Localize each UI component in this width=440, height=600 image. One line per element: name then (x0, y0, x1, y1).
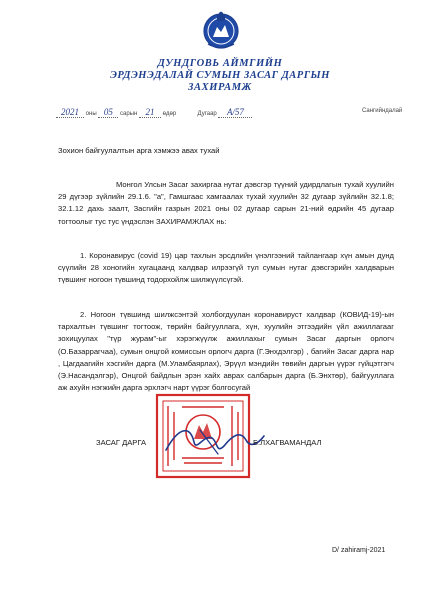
place-name: Сангийндалай (362, 108, 403, 114)
state-emblem-icon (202, 10, 240, 50)
document-subject: Зохион байгуулалтын арга хэмжээ авах тухай (58, 146, 220, 155)
date-year-suffix: оны (85, 111, 97, 117)
date-day: 21 (139, 107, 161, 118)
signatory-title: ЗАСАГ ДАРГА (96, 438, 147, 447)
document-number: А/57 (218, 107, 252, 118)
signatory-name: Б.ЛХАГВАМАНДАЛ (253, 438, 322, 447)
paragraph-preamble: Монгол Улсын Засаг захиргаа нутаг дэвсгэр түүний удирдлагын тухай хуулийн 29 дүгээр зүйлийн 29.1.6. "а", Гамшгаас хамгаалах тухай хуулийн 32 дугаар зүйлийн 32.1.8; 32.1.12 дахь заалт, Засгийн газрын 2021 оны 02 дугаар сарын 21-ний өдрийн 45 дугаар тогтоолыг тус тус үндэслэн ЗАХИРАМЖЛАХ нь: (58, 180, 394, 226)
number-label: Дугаар (197, 111, 217, 117)
paragraph-item-2: 2. Ногоон түвшинд шилжсэнтэй холбогдуулан коронавируст халдвар (КОВИД-19)-ын тархалтын түвшинг тогтоож, төрийн байгууллага, хүн, хуулийн этгээдийн үйл ажиллагааг зохицуулах "түр журам"-ыг хэрэгжүүлж ажиллахыг сумын Засаг даргын орлогч (О.Базаррагчаа), сумын онцгой комиссын орлогч дарга (Г.Энхдэлгэр) , багийн Засаг дарга нар , Цагдаагийн хэсгийн дарга (М.Уламбаярлах), Эрүүл мэндийн төвийн даргын үүрэг гүйцэтгэгч (Э.Насандэлгэр), Онцгой байдлын эрэн хайх аврах салбарын дарга (Б.Энхтөр), байгууллага аж ахуйн нэгжийн дарга эрхлэгч нарт үүрэг болгосугай (58, 310, 394, 393)
date-day-suffix: өдөр (162, 111, 177, 117)
header-document-type: ЗАХИРАМЖ (188, 82, 252, 93)
date-line (56, 107, 252, 118)
footer-reference: D/ zahiramj-2021 (332, 547, 386, 554)
header-soum-governor: ЭРДЭНЭДАЛАЙ СУМЫН ЗАСАГ ДАРГЫН (110, 70, 330, 81)
date-month: 05 (98, 107, 118, 118)
header-aimag: ДУНДГОВЬ АЙМГИЙН (157, 58, 283, 69)
date-month-suffix: сарын (119, 111, 138, 117)
date-year: 2021 (56, 107, 84, 118)
paragraph-item-1: 1. Коронавирус (covid 19) цар тахлын эрсдлийн үнэлгээний тайлангаар хүн амын дунд сүүлийн 28 хоногийн хугацаанд халдвар илрээгүй тул сумын нутаг дэвсгэрийн халдварын түвшинг ногоон түвшинд тодорхойлж шилжүүлсүгэй. (58, 251, 394, 285)
